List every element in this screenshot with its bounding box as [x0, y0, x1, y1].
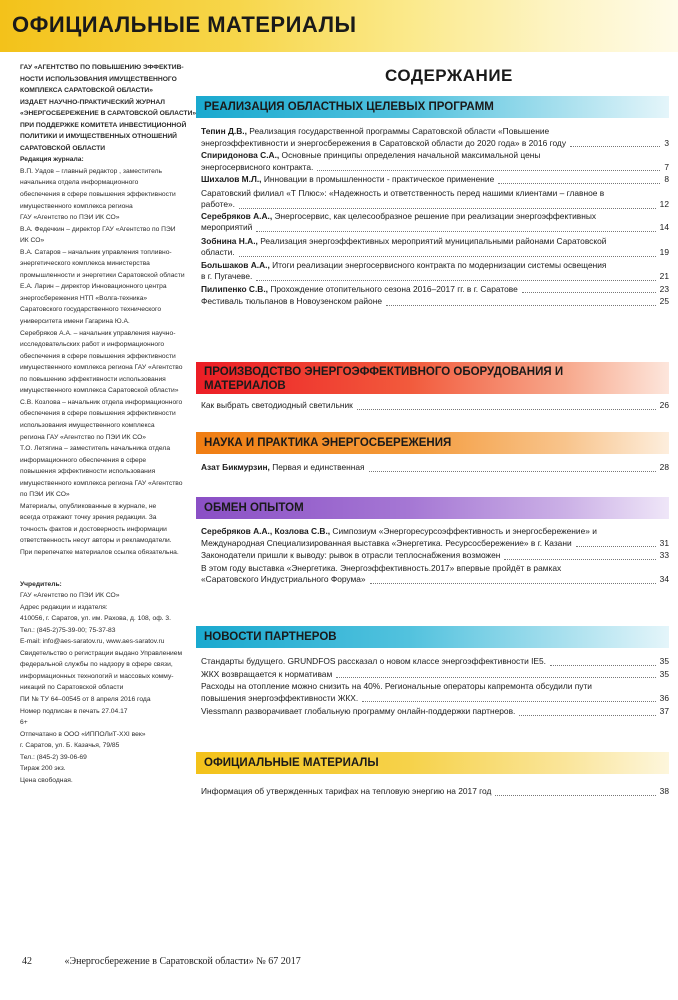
entry-title: Реализация государственной программы Саратовской области «Повышение энергоэффективности и энергосбережения в Саратовской области до 2020 года» в 2016 году	[201, 126, 567, 148]
toc-entry[interactable]	[201, 656, 669, 668]
page-number: 42	[22, 956, 32, 967]
entry-title: Прохождение отопительного сезона 2016–2017 гг. в г. Саратове	[268, 283, 518, 294]
entry-page-number: 26	[659, 400, 669, 410]
entry-title: Саратовский филиал «Т Плюс»: «Надежность и ответственность перед нашими клиентами – главное в работе».	[201, 187, 605, 209]
toc-entry[interactable]	[201, 236, 669, 259]
dot-leader	[550, 665, 656, 666]
imprint-line: ответственность несут авторы и рекламодатели.	[20, 537, 172, 545]
imprint-line: 410056, г. Саратов, ул. им. Рахова, д. 108, оф. 3.	[20, 615, 171, 623]
imprint-line: обеспечения в сфере повышения эффективности	[20, 191, 176, 199]
publisher-line: КОМПЛЕКСА САРАТОВСКОЙ ОБЛАСТИ»	[20, 87, 153, 95]
dot-leader	[570, 146, 660, 147]
entry-page-number: 8	[664, 174, 669, 184]
dot-leader	[362, 701, 655, 702]
imprint-line: ГАУ «Агентство по ПЭИ ИК СО»	[20, 214, 120, 222]
toc-entry[interactable]	[201, 150, 669, 173]
imprint-line: начальника отдела информационного	[20, 179, 139, 187]
entry-page-number: 33	[659, 550, 669, 560]
section-heading-bar	[196, 362, 669, 394]
dot-leader	[498, 183, 660, 184]
entry-page-number: 38	[659, 786, 669, 796]
dot-leader	[239, 208, 656, 209]
section-heading-bar	[196, 752, 669, 774]
section-heading-bar	[196, 497, 669, 519]
section-heading: РЕАЛИЗАЦИЯ ОБЛАСТНЫХ ЦЕЛЕВЫХ ПРОГРАММ	[204, 101, 494, 113]
toc-entry[interactable]	[201, 400, 669, 412]
imprint-line: университета имени Гагарина Ю.А.	[20, 318, 130, 326]
imprint-line: Серебряков А.А. – начальник управления научно-	[20, 329, 176, 337]
entry-page-number: 34	[659, 574, 669, 584]
imprint-line: информационного обеспечения в сфере	[20, 456, 147, 464]
imprint-line: Материалы, опубликованные в журнале, не	[20, 502, 157, 510]
entry-page-number: 23	[659, 283, 669, 294]
dot-leader	[504, 559, 655, 560]
imprint-line: Адрес редакции и издателя:	[20, 603, 108, 611]
editorial-heading: Редакция журнала:	[20, 156, 84, 164]
imprint-line: имущественного комплекса Саратовской области»	[20, 387, 179, 395]
entry-page-number: 14	[659, 222, 669, 232]
imprint-line: федеральной службы по надзору в сфере связи,	[20, 661, 173, 669]
toc-title: СОДЕРЖАНИЕ	[385, 66, 513, 85]
imprint-line: промышленности и энергетики Саратовской области	[20, 271, 185, 279]
toc-section	[196, 497, 669, 586]
dot-leader	[256, 280, 655, 281]
editorial-block	[20, 166, 190, 559]
publisher-line: ПОЛИТИКИ И ИМУЩЕСТВЕННЫХ ОТНОШЕНИЙ	[20, 133, 177, 141]
imprint-line: исследовательских работ и информационного	[20, 341, 165, 349]
entry-page-number: 19	[659, 247, 669, 257]
imprint-line: В.А. Сатаров – начальник управления топливно-	[20, 248, 172, 256]
section-heading-bar	[196, 96, 669, 118]
imprint-line: энергетического комплекса министерства	[20, 260, 150, 268]
imprint-line: При перепечатке материалов ссылка обязательна.	[20, 548, 179, 556]
section-heading: ПРОИЗВОДСТВО ЭНЕРГОЭФФЕКТИВНОГО ОБОРУДОВАНИЯ И	[204, 366, 564, 378]
imprint-line: по ПЭИ ИК СО»	[20, 491, 70, 499]
section-heading: МАТЕРИАЛОВ	[204, 380, 286, 392]
entry-title: Основные принципы определения начальной максимальной цены энергосервисного контракта.	[201, 150, 541, 172]
dot-leader	[357, 409, 656, 410]
section-heading-bar	[196, 432, 669, 454]
toc-entry[interactable]	[201, 681, 669, 704]
imprint-line: Тираж 200 экз.	[20, 765, 66, 773]
entry-page-number: 3	[664, 137, 669, 148]
imprint-line: Свидетельство о регистрации выдано Управлением	[20, 649, 183, 657]
imprint-line: по повышению эффективности использования	[20, 375, 166, 383]
imprint-line: региона ГАУ «Агентство по ПЭИ ИК СО»	[20, 433, 147, 441]
toc-entry[interactable]	[201, 563, 669, 586]
entry-author: Спиридонова С.А.,	[201, 150, 280, 160]
toc-entry[interactable]	[201, 462, 669, 474]
entry-page-number: 28	[659, 462, 669, 472]
dot-leader	[369, 471, 656, 472]
toc-entry[interactable]	[201, 526, 669, 549]
imprint-line: Саратовского государственного технического	[20, 306, 162, 314]
entry-title: Информация об утвержденных тарифах на тепловую энергию на 2017 год	[201, 786, 492, 796]
dot-leader	[522, 292, 656, 293]
publisher-line: ИЗДАЕТ НАУЧНО-ПРАКТИЧЕСКИЙ ЖУРНАЛ	[20, 98, 165, 106]
toc-entry[interactable]	[201, 550, 669, 562]
section-heading: ОФИЦИАЛЬНЫЕ МАТЕРИАЛЫ	[204, 757, 379, 769]
toc-entry[interactable]	[201, 706, 669, 718]
publisher-line: НОСТИ ИСПОЛЬЗОВАНИЯ ИМУЩЕСТВЕННОГО	[20, 75, 177, 83]
toc-entry[interactable]	[201, 669, 669, 681]
publisher-line: САРАТОВСКОЙ ОБЛАСТИ	[20, 144, 106, 152]
imprint-line: никаций по Саратовской области	[20, 684, 124, 692]
toc-entry[interactable]	[201, 174, 669, 186]
entry-title: Симпозиум «Энергоресурсоэффективность и энергосбережение» и Международная Специализированная выставка «Энергетика. Ресурсосбережение» в г. Казани	[201, 526, 597, 548]
entry-author: Тепин Д.В.,	[201, 126, 247, 136]
entry-page-number: 35	[659, 656, 669, 666]
entry-author: Серебряков А.А.,	[201, 210, 273, 221]
entry-title: Первая и единственная	[269, 462, 365, 472]
imprint-line: повышения эффективности использования	[20, 468, 156, 476]
imprint-sidebar	[20, 62, 197, 786]
toc-entry[interactable]	[201, 126, 669, 149]
imprint-line: обеспечения в сфере повышения эффективности	[20, 352, 176, 360]
dot-leader	[239, 256, 656, 257]
imprint-line: точность фактов и достоверность информации	[20, 525, 167, 533]
entry-author: Большаков А.А.,	[201, 259, 270, 270]
page-header-title: ОФИЦИАЛЬНЫЕ МАТЕРИАЛЫ	[12, 12, 357, 37]
publisher-line: ПРИ ПОДДЕРЖКЕ КОМИТЕТА ИНВЕСТИЦИОННОЙ	[20, 121, 187, 129]
section-heading: ОБМЕН ОПЫТОМ	[204, 502, 304, 514]
section-heading: НАУКА И ПРАКТИКА ЭНЕРГОСБЕРЕЖЕНИЯ	[204, 437, 452, 449]
imprint-line: имущественного комплекса региона	[20, 202, 133, 210]
entry-title: Стандарты будущего. GRUNDFOS рассказал о новом классе энергоэффективности IE5.	[201, 656, 546, 666]
page-header-band	[0, 0, 678, 52]
imprint-line: Тел.: (845-2)75-39-00; 75-37-83	[20, 626, 116, 634]
toc-section	[196, 362, 669, 414]
imprint-line: 6+	[20, 719, 28, 727]
imprint-line: В.П. Уадов – главный редактор , заместитель	[20, 167, 163, 175]
dot-leader	[370, 583, 656, 584]
entry-title: В этом году выставка «Энергетика. Энергоэффективность.2017» впервые пройдёт в рамках «Саратовского Индустриального Форума»	[201, 562, 562, 584]
publisher-line: «ЭНЕРГОСБЕРЕЖЕНИЕ В САРАТОВСКОЙ ОБЛАСТИ»	[20, 110, 197, 118]
toc-section	[196, 432, 669, 476]
publisher-block	[20, 62, 197, 154]
dot-leader	[576, 546, 656, 547]
imprint-line: всегда отражают точку зрения редакции. За	[20, 514, 157, 522]
toc-section	[196, 752, 669, 800]
entry-title: Как выбрать светодиодный светильник	[201, 400, 353, 410]
toc-entry[interactable]	[201, 786, 669, 798]
imprint-line: Номер подписан в печать 27.04.17	[20, 707, 128, 715]
publisher-line: ГАУ «АГЕНТСТВО ПО ПОВЫШЕНИЮ ЭФФЕКТИВ-	[20, 64, 184, 71]
entry-title: Viessmann разворачивает глобальную программу онлайн-поддержки партнеров.	[201, 706, 516, 716]
founder-heading: Учредитель:	[20, 580, 62, 588]
section-heading: НОВОСТИ ПАРТНЕРОВ	[204, 631, 337, 643]
imprint-line: Е.А. Ларин – директор Инновационного центра	[20, 283, 167, 291]
entry-title: Законодатели пришли к выводу: рывок в отрасли теплоснабжения возможен	[201, 550, 501, 560]
imprint-line: имущественного комплекса региона ГАУ «Агентство	[20, 479, 183, 487]
entry-page-number: 21	[659, 271, 669, 281]
imprint-line: В.А. Федечкин – директор ГАУ «Агентство по ПЭИ	[20, 225, 176, 233]
imprint-line: Т.О. Летягина – заместитель начальника отдела	[20, 445, 171, 453]
entry-page-number: 37	[659, 706, 669, 716]
imprint-line: энергосбережения НТП «Волга-техника»	[20, 294, 148, 302]
entry-author: Шихалов М.Л.,	[201, 174, 262, 184]
entry-title: Фестиваль тюльпанов в Новоузенском районе	[201, 296, 382, 306]
imprint-line: Отпечатано в ООО «ИППОЛиТ-XXI век»	[20, 730, 146, 738]
dot-leader	[336, 677, 655, 678]
imprint-line: ИК СО»	[20, 237, 45, 245]
entry-title: Инновации в промышленности - практическое применение	[261, 174, 495, 184]
entry-author: Пилипенко С.В.,	[201, 283, 269, 294]
entry-page-number: 36	[659, 692, 669, 703]
toc-entry[interactable]	[201, 296, 669, 308]
dot-leader	[519, 715, 655, 716]
toc-entry[interactable]	[201, 188, 669, 211]
imprint-line: Тел.: (845-2) 39-06-69	[20, 753, 87, 761]
entry-title: Расходы на отопление можно снизить на 40%. Региональные операторы капремонта обсудили пути повышения энергоэффективности ЖКХ.	[201, 681, 592, 703]
imprint-line: С.В. Козлова – начальник отдела информационного	[20, 398, 183, 406]
imprint-line: г. Саратов, ул. Б. Казачья, 79/85	[20, 742, 120, 750]
entry-author: Зобнина Н.А.,	[201, 235, 258, 246]
toc-entry[interactable]	[201, 284, 669, 296]
imprint-line: обеспечения в сфере повышения эффективности	[20, 410, 176, 418]
section-heading-bar	[196, 626, 669, 648]
imprint-line: ГАУ «Агентство по ПЭИ ИК СО»	[20, 592, 120, 600]
imprint-line: информационных технологий и массовых комму-	[20, 672, 174, 680]
toc-entry[interactable]	[201, 211, 669, 234]
entry-title: ЖКХ возвращается к нормативам	[201, 668, 333, 679]
dot-leader	[386, 305, 656, 306]
dot-leader	[256, 231, 655, 232]
entry-page-number: 7	[664, 161, 669, 172]
page-footer	[22, 956, 301, 967]
imprint-line: ПИ № ТУ 64–00545 от 8 апреля 2016 года	[20, 695, 151, 703]
entry-page-number: 12	[659, 199, 669, 209]
founder-block	[20, 590, 190, 786]
entry-title: Энергосервис, как целесообразное решение при реализации энергоэффективных мероприятий	[201, 210, 597, 232]
imprint-line: использования имущественного комплекса	[20, 421, 155, 429]
entry-page-number: 35	[659, 668, 669, 679]
toc-section	[196, 626, 669, 719]
toc-entry[interactable]	[201, 260, 669, 283]
entry-page-number: 31	[659, 537, 669, 548]
dot-leader	[495, 795, 655, 796]
entry-title: Реализация энергоэффективных мероприятий муниципальными районами Саратовской области.	[201, 235, 607, 257]
toc-section	[196, 96, 669, 309]
entry-title: Итоги реализации энергосервисного контракта по модернизации системы освещения в г. Пугачеве.	[201, 259, 607, 281]
imprint-line: Цена свободная.	[20, 776, 73, 784]
entry-author: Серебряков А.А., Козлова С.В.,	[201, 526, 331, 536]
imprint-line: E-mail: info@aes-saratov.ru, www.aes-saratov.ru	[20, 638, 165, 646]
entry-author: Азат Бикмурзин,	[201, 462, 270, 472]
dot-leader	[317, 170, 660, 171]
entry-page-number: 25	[659, 296, 669, 306]
journal-name: «Энергосбережение в Саратовской области» № 67 2017	[64, 956, 301, 967]
imprint-line: имущественного комплекса региона ГАУ «Агентство	[20, 364, 183, 372]
